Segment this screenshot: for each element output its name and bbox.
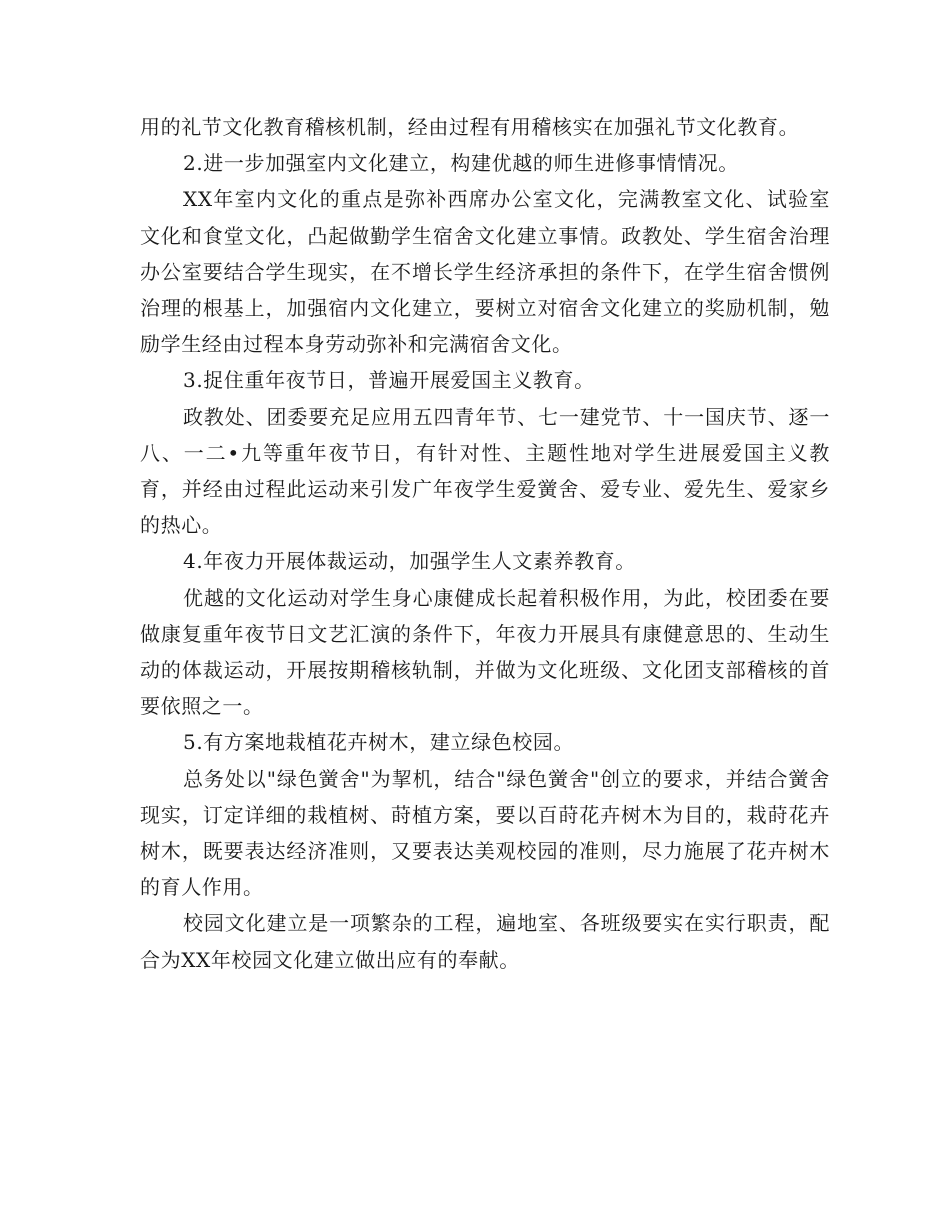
paragraph-patriotic-education: 政教处、团委要充足应用五四青年节、七一建党节、十一国庆节、逐一八、一二•九等重年夜节日，有针对性、主题性地对学生进展爱国主义教育，并经由过程此运动来引发广年夜学生爱黉舍、爱专业、爱先生、爱家乡的热心。 xyxy=(140,404,830,538)
heading-item-3: 3.捉住重年夜节日，普遍开展爱国主义教育。 xyxy=(183,368,595,393)
heading-item-4: 4.年夜力开展体裁运动，加强学生人文素养教育。 xyxy=(183,549,636,574)
paragraph-continuation: 用的礼节文化教育稽核机制，经由过程有用稽核实在加强礼节文化教育。 xyxy=(140,115,800,139)
paragraph-conclusion: 校园文化建立是一项繁杂的工程，遍地室、各班级要实在实行职责，配合为XX年校园文化建立做出应有的奉献。 xyxy=(140,911,830,972)
paragraph-green-campus: 总务处以"绿色黉舍"为挈机，结合"绿色黉舍"创立的要求，并结合黉舍现实，订定详细的栽植树、莳植方案，要以百莳花卉树木为目的，栽莳花卉树木，既要表达经济准则，又要表达美观校园的准则，尽力施展了花卉树木的育人作用。 xyxy=(140,766,830,900)
document-page xyxy=(140,109,830,978)
paragraph-cultural-activities: 优越的文化运动对学生身心康健成长起着积极作用，为此，校团委在要做康复重年夜节日文艺汇演的条件下，年夜力开展具有康健意思的、生动生动的体裁运动，开展按期稽核轨制，并做为文化班级、文化团支部稽核的首要依照之一。 xyxy=(140,585,830,719)
paragraph-indoor-culture: XX年室内文化的重点是弥补西席办公室文化，完满教室文化、试验室文化和食堂文化，凸起做勤学生宿舍文化建立事情。政教处、学生宿舍治理办公室要结合学生现实，在不增长学生经济承担的条件下，在学生宿舍惯例治理的根基上，加强宿内文化建立，要树立对宿舍文化建立的奖励机制，勉励学生经由过程本身劳动弥补和完满宿舍文化。 xyxy=(140,187,830,357)
heading-item-2: 2.进一步加强室内文化建立，构建优越的师生进修事情情况。 xyxy=(183,151,739,176)
heading-item-5: 5.有方案地栽植花卉树木，建立绿色校园。 xyxy=(183,730,575,755)
